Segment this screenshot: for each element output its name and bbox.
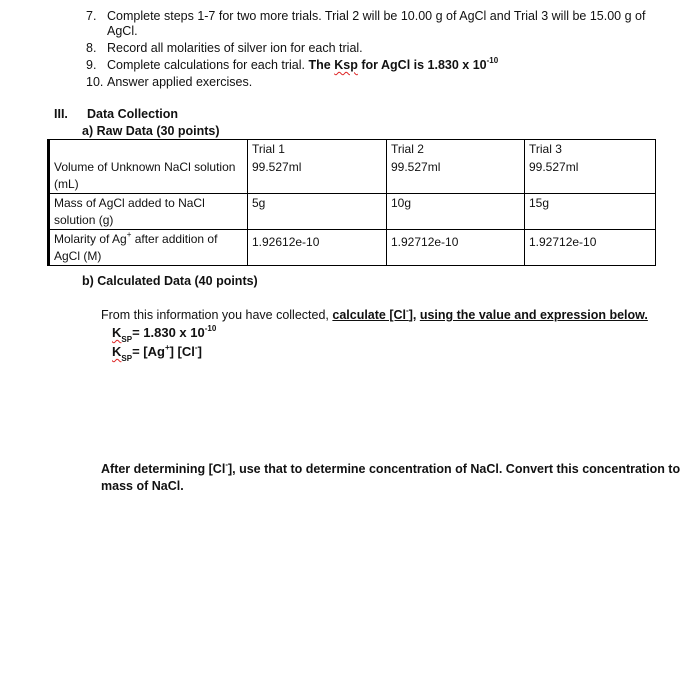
section-numeral: III. <box>54 107 68 121</box>
step-10-number: 10. <box>86 75 104 89</box>
step-8-number: 8. <box>86 41 97 55</box>
cell-molarity-trial-3: 1.92712e-10 <box>525 230 656 266</box>
calc-instruction-cl: calculate [Cl-], <box>332 305 417 322</box>
ksp-expression: $K_{SP}= [Ag^+]$ [Cl-] <box>112 342 202 363</box>
table-header-trial-2: Trial 2 <box>387 140 525 159</box>
step-9-exponent: -10 <box>486 55 499 65</box>
step-9-plain: Complete calculations for each trial. <box>107 58 306 72</box>
step-10-text: Answer applied exercises. <box>107 75 253 89</box>
calculated-data-heading: b) Calculated Data (40 points) <box>82 274 258 288</box>
table-header-row <box>49 140 656 159</box>
cell-molarity-trial-2: 1.92712e-10 <box>387 230 525 266</box>
calc-instruction-expression: using the value and expression below. <box>419 308 648 322</box>
cell-volume-trial-3: 99.527ml <box>525 158 656 194</box>
step-9-bold-post: for AgCl is 1.830 x 10 <box>361 58 487 72</box>
calc-intro: From this information you have collected, <box>101 308 329 322</box>
section-title: Data Collection <box>87 107 178 121</box>
step-7-number: 7. <box>86 9 97 23</box>
calc-instructions <box>101 305 648 322</box>
table-header-trial-3: Trial 3 <box>525 140 656 159</box>
table-row <box>49 158 656 194</box>
step-8-text: Record all molarities of silver ion for each trial. <box>107 41 363 55</box>
ksp-value-equation: $K_{SP}= 1.830$ x $10^{-10}$ <box>112 323 217 344</box>
step-9-ksp: Ksp <box>334 58 358 72</box>
cell-mass-trial-2: 10g <box>387 194 525 230</box>
step-9-text <box>107 55 499 72</box>
row-label-molarity: Molarity of Ag+ after addition of AgCl (M) <box>49 230 248 266</box>
raw-data-table <box>47 139 656 266</box>
table-header-blank <box>49 140 248 159</box>
step-7-text: Complete steps 1-7 for two more trials. Trial 2 will be 10.00 g of AgCl and Trial 3 will be 15.00 g of <box>107 9 646 23</box>
cell-molarity-trial-1: 1.92612e-10 <box>248 230 387 266</box>
row-label-volume: Volume of Unknown NaCl solution (mL) <box>49 158 248 194</box>
final-instruction-cont: mass of NaCl. <box>101 479 184 493</box>
step-9-bold-pre: The <box>308 58 331 72</box>
step-7-text-cont: AgCl. <box>107 24 138 38</box>
cell-mass-trial-3: 15g <box>525 194 656 230</box>
final-instruction: After determining [Cl-], use that to determine concentration of NaCl. Convert this concentration to <box>101 459 681 476</box>
table-row <box>49 194 656 230</box>
raw-data-heading: a) Raw Data (30 points) <box>82 124 220 138</box>
cell-mass-trial-1: 5g <box>248 194 387 230</box>
row-label-mass: Mass of AgCl added to NaCl solution (g) <box>49 194 248 230</box>
cell-volume-trial-2: 99.527ml <box>387 158 525 194</box>
table-row <box>49 230 656 266</box>
table-header-trial-1: Trial 1 <box>248 140 387 159</box>
step-9-number: 9. <box>86 58 97 72</box>
cell-volume-trial-1: 99.527ml <box>248 158 387 194</box>
